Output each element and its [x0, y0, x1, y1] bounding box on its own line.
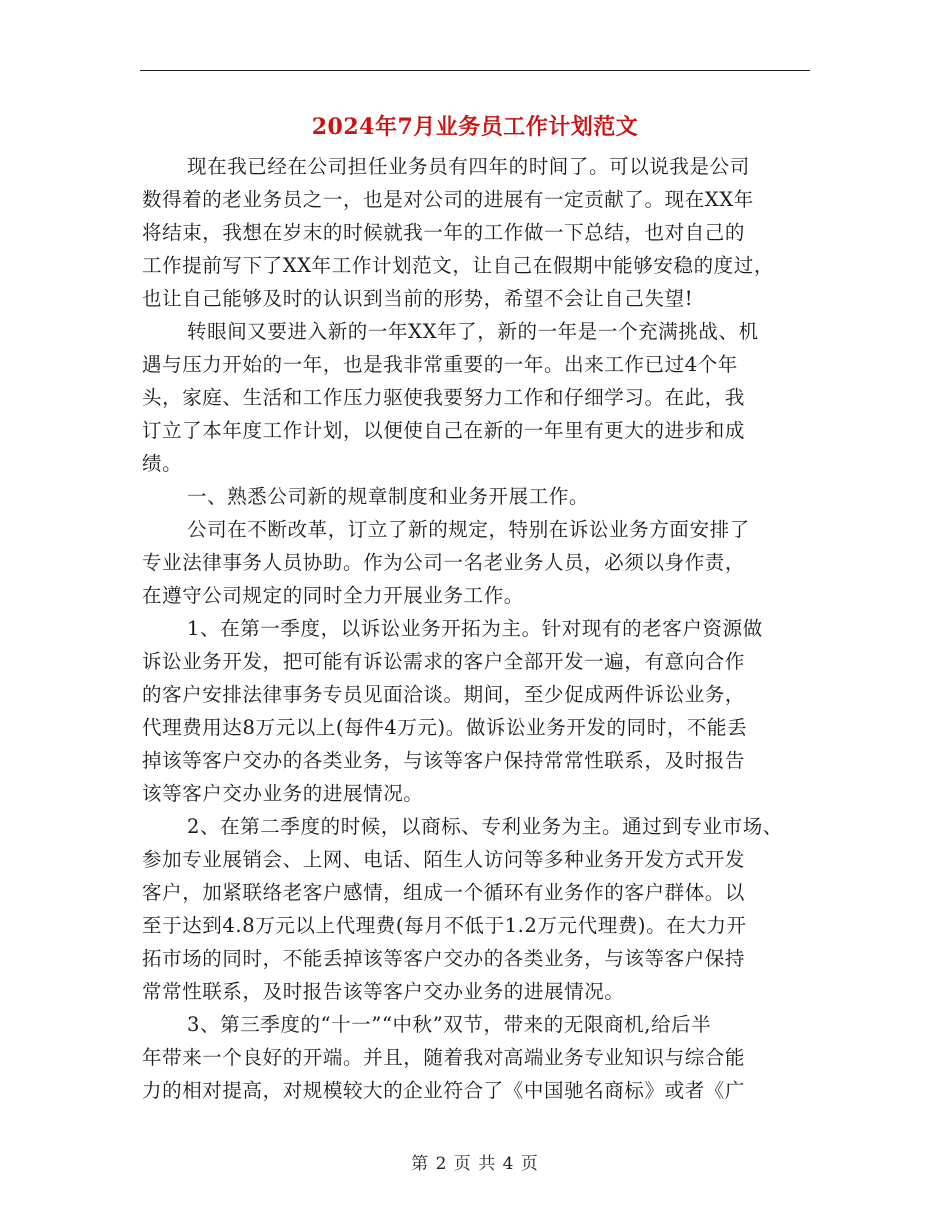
page-footer: 第 2 页 共 4 页: [411, 1154, 539, 1174]
paragraph: [142, 810, 810, 1008]
text-line: 2、在第二季度的时候，以商标、专利业务为主。通过到专业市场、: [187, 815, 783, 838]
paragraph: [142, 612, 810, 810]
text-line: 参加专业展销会、上网、电话、陌生人访问等多种业务开发方式开发: [142, 848, 746, 871]
text-line: 该等客户交办业务的进展情况。: [142, 782, 424, 805]
text-line: 3、第三季度的“十一”“中秋”双节，带来的无限商机,给后半: [187, 1013, 712, 1036]
text-line: 在遵守公司规定的同时全力开展业务工作。: [142, 584, 524, 607]
text-line: 将结束，我想在岁末的时候就我一年的工作做一下总结，也对自己的: [142, 221, 746, 244]
paragraph: [142, 150, 810, 315]
text-line: 专业法律事务人员协助。作为公司一名老业务人员，必须以身作责，: [142, 551, 746, 574]
text-line: 拓市场的同时，不能丢掉该等客户交办的各类业务，与该等客户保持: [142, 947, 746, 970]
text-line: 订立了本年度工作计划，以便使自己在新的一年里有更大的进步和成: [142, 419, 746, 442]
text-line: 现在我已经在公司担任业务员有四年的时间了。可以说我是公司: [187, 155, 750, 178]
paragraph: [142, 513, 810, 612]
text-line: 头，家庭、生活和工作压力驱使我要努力工作和仔细学习。在此，我: [142, 386, 746, 409]
text-line: 数得着的老业务员之一，也是对公司的进展有一定贡献了。现在XX年: [142, 188, 754, 211]
text-line: 常常性联系，及时报告该等客户交办业务的进展情况。: [142, 980, 625, 1003]
document-title: 2024年7月业务员工作计划范文: [311, 114, 639, 140]
text-line: 诉讼业务开发，把可能有诉讼需求的客户全部开发一遍，有意向合作: [142, 650, 746, 673]
text-line: 的客户安排法律事务专员见面洽谈。期间，至少促成两件诉讼业务，: [142, 683, 746, 706]
header-rule: [140, 70, 810, 71]
text-line: 一、熟悉公司新的规章制度和业务开展工作。: [187, 485, 590, 508]
text-line: 遇与压力开始的一年，也是我非常重要的一年。出来工作已过4个年: [142, 353, 738, 376]
text-line: 也让自己能够及时的认识到当前的形势，希望不会让自己失望!: [142, 287, 694, 310]
text-line: 代理费用达8万元以上(每件4万元)。做诉讼业务开发的同时，不能丢: [142, 716, 748, 739]
text-line: 力的相对提高，对规模较大的企业符合了《中国驰名商标》或者《广: [142, 1079, 746, 1102]
text-line: 绩。: [142, 452, 183, 475]
text-line: 工作提前写下了XX年工作计划范文，让自己在假期中能够安稳的度过，: [142, 254, 774, 277]
text-line: 掉该等客户交办的各类业务，与该等客户保持常常性联系，及时报告: [142, 749, 746, 772]
paragraph: [142, 315, 810, 480]
text-line: 年带来一个良好的开端。并且，随着我对高端业务专业知识与综合能: [142, 1046, 746, 1069]
document-body: [142, 150, 810, 1107]
text-line: 转眼间又要进入新的一年XX年了，新的一年是一个充满挑战、机: [187, 320, 759, 343]
paragraph: [142, 480, 810, 513]
text-line: 1、在第一季度，以诉讼业务开拓为主。针对现有的老客户资源做: [187, 617, 763, 640]
text-line: 公司在不断改革，订立了新的规定，特别在诉讼业务方面安排了: [187, 518, 750, 541]
text-line: 客户，加紧联络老客户感情，组成一个循环有业务作的客户群体。以: [142, 881, 746, 904]
text-line: 至于达到4.8万元以上代理费(每月不低于1.2万元代理费)。在大力开: [142, 914, 747, 937]
paragraph: [142, 1008, 810, 1107]
